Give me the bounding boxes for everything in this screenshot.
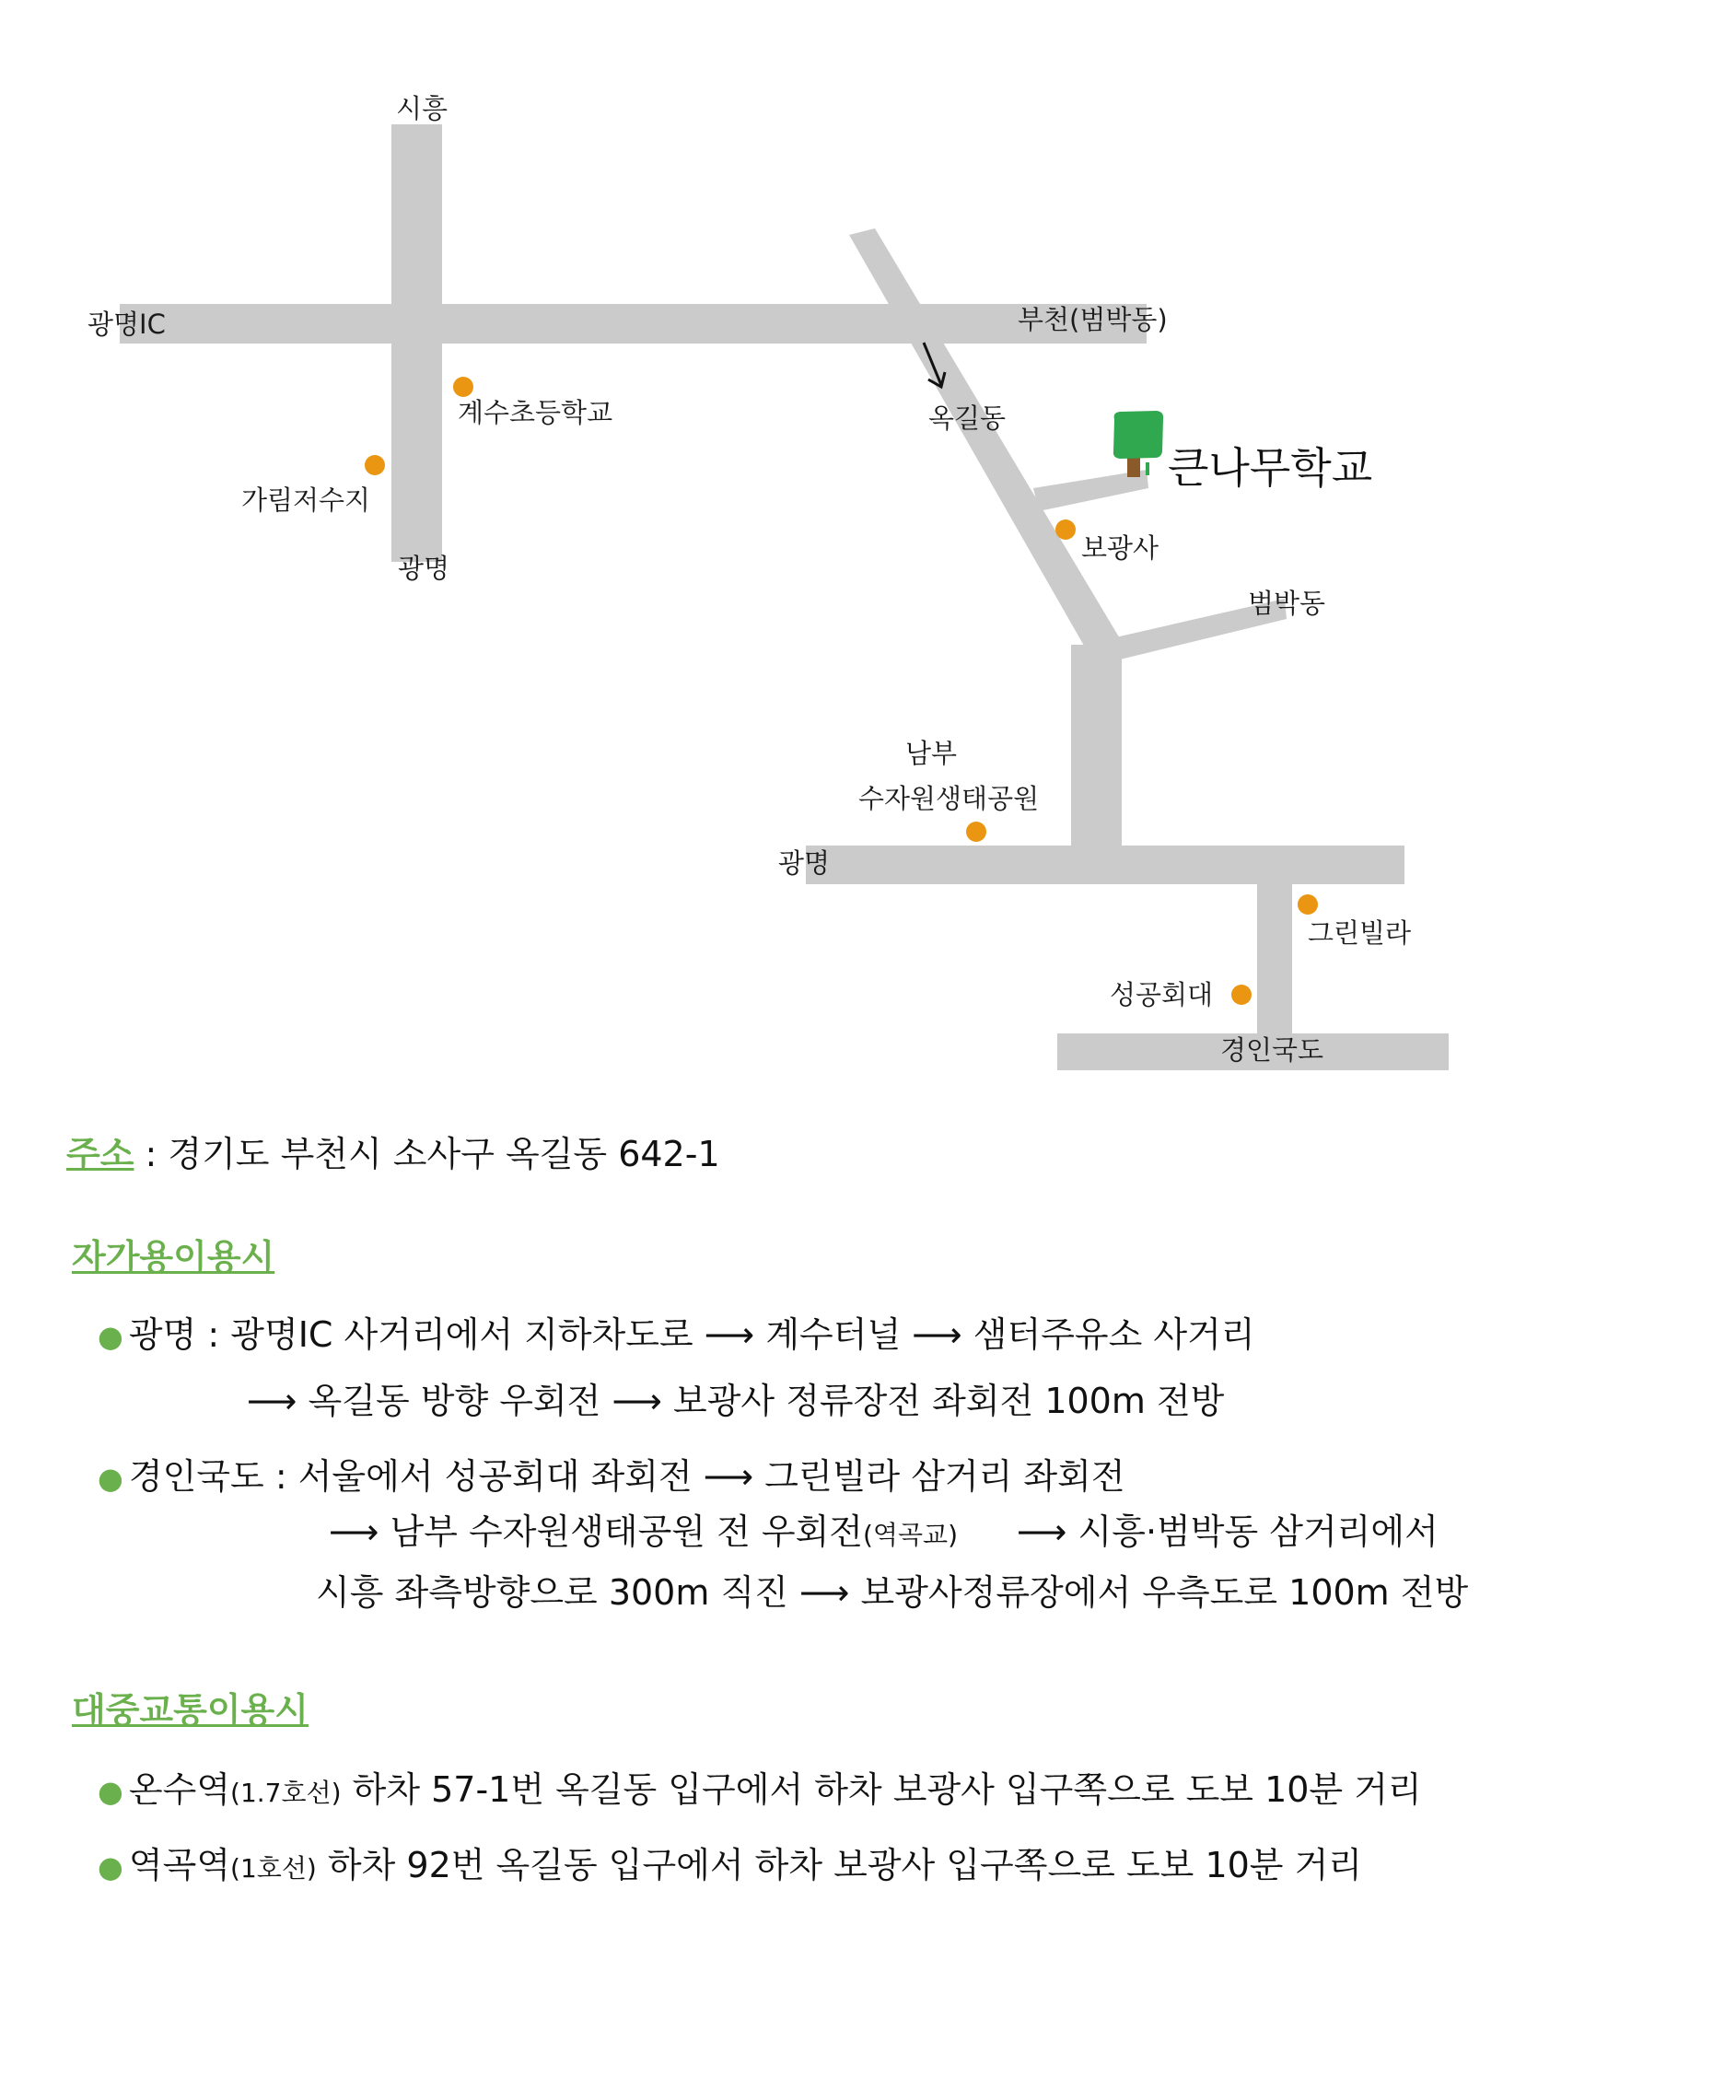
label-gwangmyeong-bottom: 광명 <box>778 847 831 879</box>
poi-nambu-park <box>966 822 986 842</box>
road-gyeongin-connector <box>1257 875 1292 1045</box>
road-gwangmyeong-ic-bucheon <box>120 304 1147 344</box>
car-gi-text-2b: (역곡교) <box>863 1520 958 1550</box>
label-siheung: 시흥 <box>396 93 449 124</box>
school-name: 큰나무학교 <box>1168 443 1373 493</box>
transit-1-line: (1.7호선) <box>230 1778 342 1808</box>
label-sunggonghoe: 성공회대 <box>1110 979 1214 1010</box>
road-okgil-diagonal <box>849 228 1124 659</box>
address-value: : 경기도 부천시 소사구 옥길동 642-1 <box>134 1134 720 1174</box>
poi-bogwangsa <box>1055 519 1076 540</box>
transit-section-title: 대중교통이용시 <box>72 1690 309 1731</box>
car-section-title: 자가용이용시 <box>72 1237 275 1278</box>
label-nambu-2: 수자원생태공원 <box>858 783 1040 814</box>
transit-line-1 <box>98 1761 1422 1812</box>
car-gwangmyeong-line-1 <box>98 1306 1255 1357</box>
car-gwangmyeong-line-2: ⟶ 옥길동 방향 우회전 ⟶ 보광사 정류장전 좌회전 100m 전방 <box>247 1381 1225 1421</box>
transit-2-station: 역곡역 <box>128 1845 231 1885</box>
label-bogwangsa: 보광사 <box>1081 532 1159 564</box>
transit-2-text: 하차 92번 옥길동 입구에서 하차 보광사 입구쪽으로 도보 10분 거리 <box>316 1845 1363 1885</box>
label-gyesu-school: 계수초등학교 <box>458 397 613 428</box>
car-gyeongin-line-3: 시흥 좌측방향으로 300m 직진 ⟶ 보광사정류장에서 우측도로 100m 전방 <box>316 1572 1469 1613</box>
car-gi-text-1: 경인국도 : 서울에서 성공회대 좌회전 ⟶ 그린빌라 삼거리 좌회전 <box>128 1456 1125 1497</box>
poi-gyesu-school <box>453 377 473 397</box>
poi-sunggonghoe <box>1231 985 1252 1005</box>
bullet: ● <box>98 1774 123 1809</box>
car-gyeongin-line-2 <box>329 1503 1439 1554</box>
transit-2-line: (1호선) <box>230 1853 317 1884</box>
transit-1-text: 하차 57-1번 옥길동 입구에서 하차 보광사 입구쪽으로 도보 10분 거리 <box>341 1769 1422 1810</box>
label-gyeongin-road: 경인국도 <box>1220 1034 1324 1066</box>
label-bucheon: 부천(범박동) <box>1018 304 1168 335</box>
car-gyeongin-line-1 <box>98 1448 1125 1499</box>
transit-1-station: 온수역 <box>128 1769 231 1810</box>
poi-ganim-reservoir <box>365 455 385 475</box>
car-gi-text-2a: ⟶ 남부 수자원생태공원 전 우회전 <box>329 1511 863 1552</box>
label-beombak-dong: 범박동 <box>1248 588 1326 619</box>
label-gwangmyeong-left: 광명 <box>398 553 450 584</box>
label-gwangmyeong-ic: 광명IC <box>87 309 166 340</box>
bullet: ● <box>98 1319 123 1354</box>
label-okgil-dong: 옥길동 <box>928 402 1007 434</box>
label-ganim-reservoir: 가림저수지 <box>241 484 371 516</box>
bullet: ● <box>98 1461 123 1496</box>
bullet: ● <box>98 1849 123 1884</box>
poi-green-villa <box>1298 894 1318 915</box>
transit-line-2 <box>98 1837 1362 1887</box>
label-nambu-1: 남부 <box>905 738 958 769</box>
road-gwangmyeong-bottom <box>806 846 1404 884</box>
road-south-vertical <box>1071 645 1122 866</box>
car-gi-text-2c: ⟶ 시흥·범박동 삼거리에서 <box>1017 1511 1439 1552</box>
car-gm-text-1: 광명 : 광명IC 사거리에서 지하차도로 ⟶ 계수터널 ⟶ 샘터주유소 사거리 <box>128 1314 1255 1355</box>
address-line <box>66 1126 720 1176</box>
tree-icon <box>1113 411 1163 477</box>
address-label: 주소 <box>66 1134 134 1174</box>
label-green-villa: 그린빌라 <box>1308 917 1412 949</box>
